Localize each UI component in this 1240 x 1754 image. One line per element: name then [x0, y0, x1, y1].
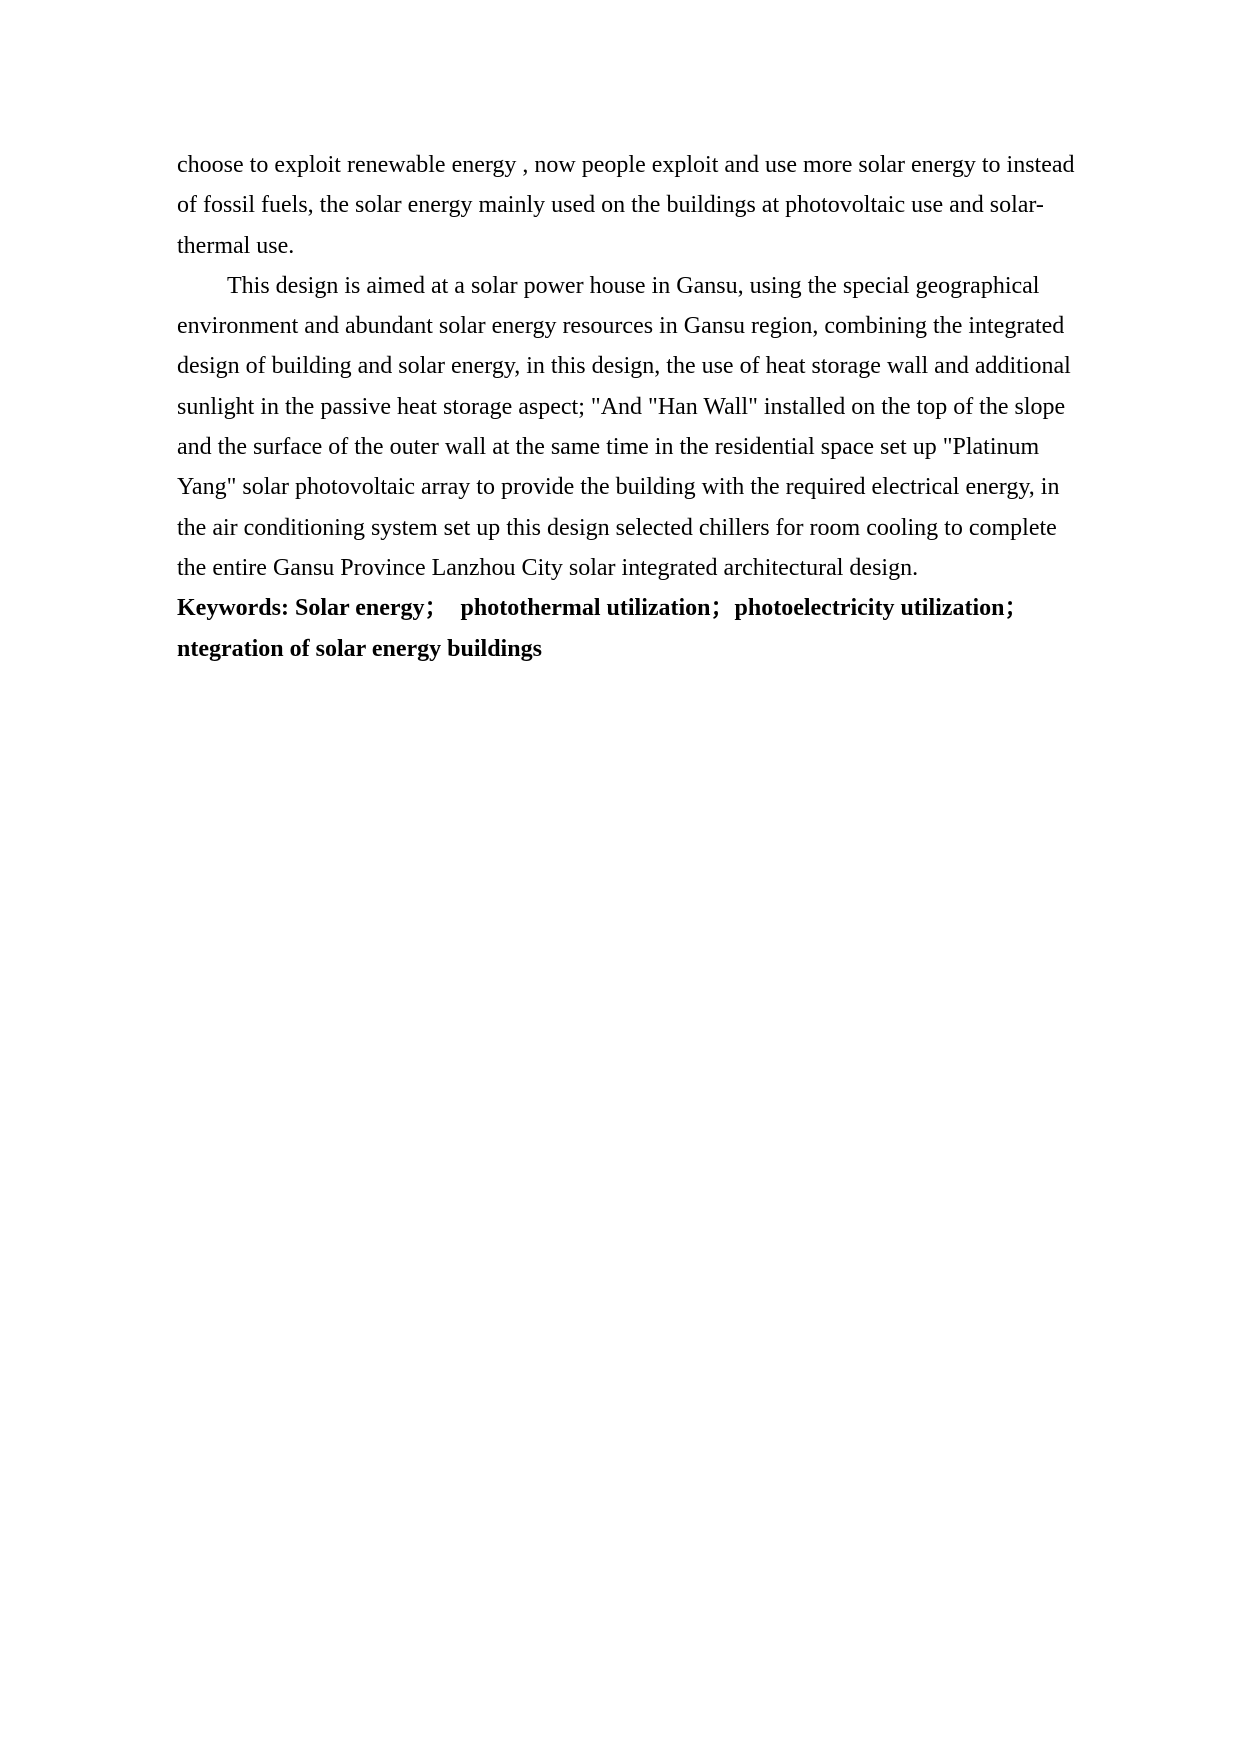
text-line: choose to exploit renewable energy , now people exploit and use more solar energy to instead — [177, 152, 1075, 178]
keywords-line: Keywords: Solar energy； photothermal utilization；photoelectricity utilization； — [177, 595, 1029, 622]
text-line: the air conditioning system set up this design selected chillers for room cooling to complete — [177, 514, 1057, 541]
text-line: This design is aimed at a solar power house in Gansu, using the special geographical — [227, 272, 1040, 299]
text-line: of fossil fuels, the solar energy mainly used on the buildings at photovoltaic use and solar- — [177, 192, 1044, 219]
text-line: design of building and solar energy, in this design, the use of heat storage wall and additional — [177, 353, 1071, 380]
text-line: and the surface of the outer wall at the same time in the residential space set up "Platinum — [177, 434, 1040, 461]
text-line: sunlight in the passive heat storage aspect; "And "Han Wall" installed on the top of the slope — [177, 393, 1066, 420]
text-line: Yang" solar photovoltaic array to provide the building with the required electrical energy, in — [177, 474, 1060, 501]
document-page — [177, 145, 1117, 669]
keywords-line: ntegration of solar energy buildings — [177, 635, 542, 662]
keywords — [177, 588, 1117, 669]
text-line: the entire Gansu Province Lanzhou City solar integrated architectural design. — [177, 554, 919, 581]
abstract-paragraph-2 — [177, 266, 1117, 588]
abstract-paragraph-1 — [177, 145, 1117, 266]
text-line: environment and abundant solar energy resources in Gansu region, combining the integrated — [177, 313, 1065, 340]
text-line: thermal use. — [177, 232, 295, 259]
